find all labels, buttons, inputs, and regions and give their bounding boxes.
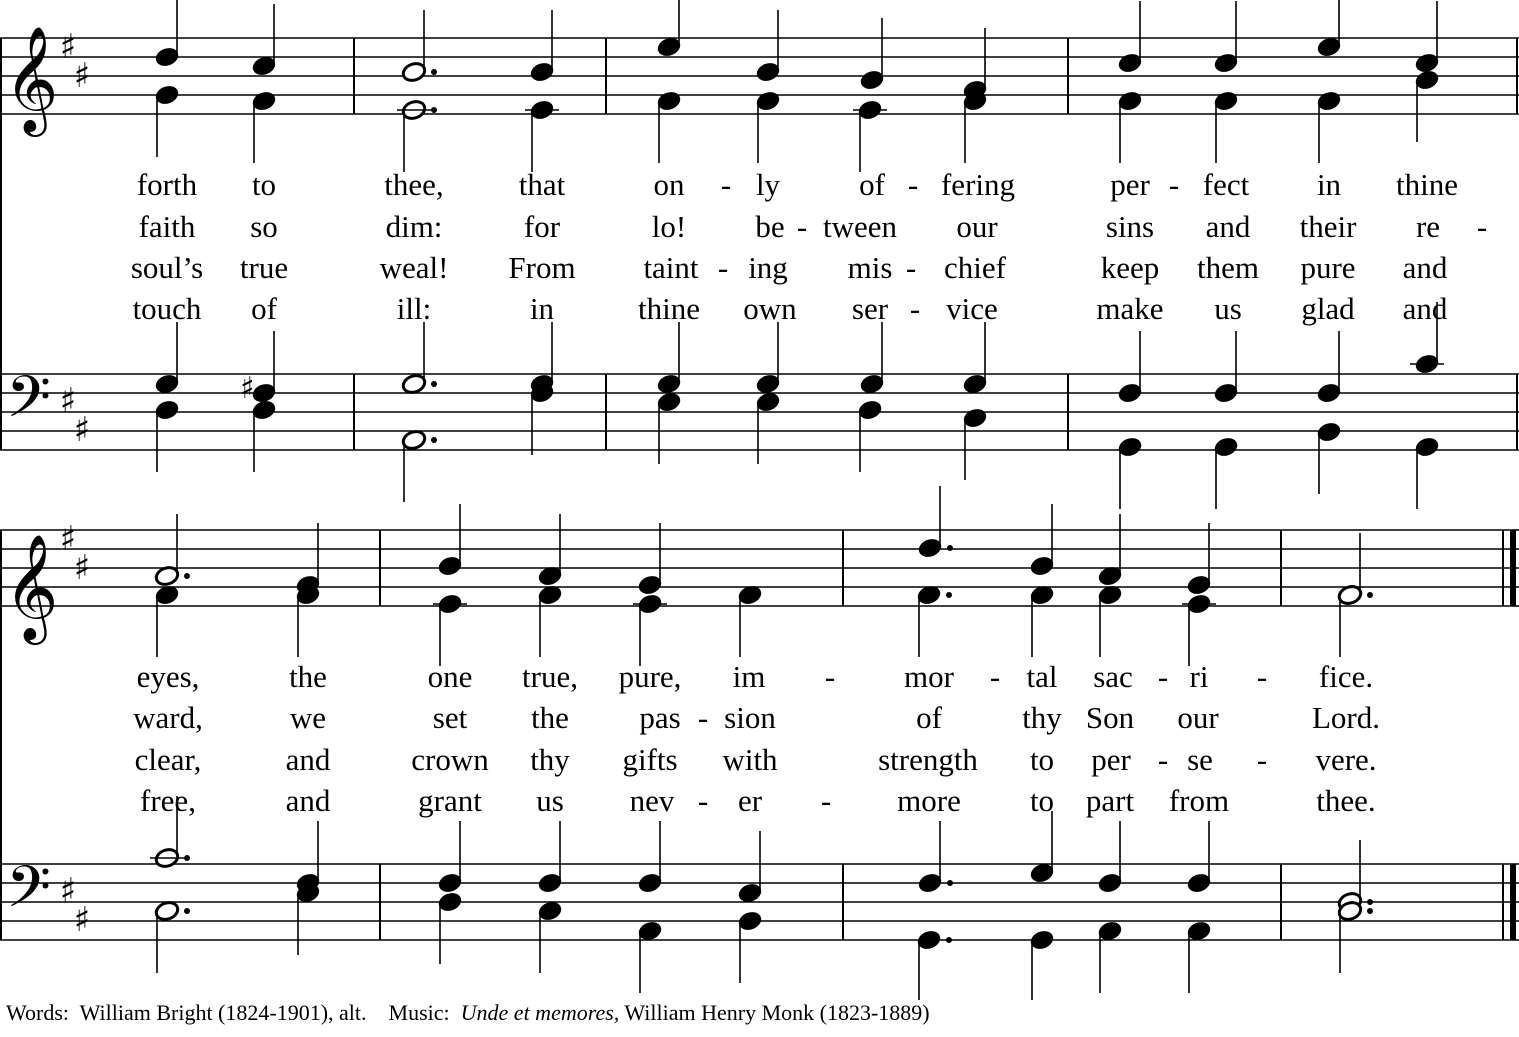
lyric-syllable: and <box>1402 291 1448 326</box>
note <box>633 593 667 666</box>
note <box>755 391 781 464</box>
note <box>962 28 988 101</box>
lyric-syllable: pas <box>639 700 681 735</box>
notehead <box>251 399 277 422</box>
lyric-syllable: in <box>529 291 555 326</box>
lyric-syllable: from <box>1168 783 1230 818</box>
note <box>397 99 437 172</box>
lyric-syllable: grant <box>418 783 482 818</box>
note <box>1097 920 1123 993</box>
notehead <box>637 920 663 943</box>
lyric-syllable: of <box>859 167 885 202</box>
note <box>857 399 883 472</box>
sharp-icon: ♯ <box>59 381 77 421</box>
dot <box>184 855 190 861</box>
notehead <box>1186 920 1212 943</box>
note <box>525 99 559 172</box>
note <box>401 10 437 83</box>
note <box>1182 593 1216 666</box>
lyric-syllable: own <box>743 291 797 326</box>
lyric-syllable: chief <box>944 250 1006 285</box>
notehead <box>1097 920 1123 943</box>
notehead <box>917 537 943 560</box>
treble-clef-icon: 𝄞 <box>4 533 59 640</box>
lyric-syllable: thee. <box>1316 783 1376 818</box>
bass-clef-icon: 𝄢 <box>6 363 52 445</box>
notehead <box>1213 52 1239 75</box>
notehead <box>859 373 885 396</box>
notehead <box>656 373 682 396</box>
lyric-syllable: ing <box>748 250 788 285</box>
notehead <box>1029 929 1055 952</box>
lyric-syllable: fect <box>1202 167 1250 202</box>
lyric-syllable: that <box>518 167 566 202</box>
notehead <box>1316 90 1342 113</box>
sharp-icon: ♯ <box>240 371 255 406</box>
lyric-syllable: sion <box>724 700 776 735</box>
notehead <box>401 429 427 452</box>
sharp-icon: ♯ <box>73 900 91 940</box>
note <box>1213 331 1239 404</box>
notehead <box>656 391 682 414</box>
lyric-hyphen: - <box>796 209 808 244</box>
lyric-syllable: thy <box>530 742 570 777</box>
lyric-syllable: one <box>427 659 473 694</box>
lyric-syllable: the <box>531 700 569 735</box>
dot <box>947 880 953 886</box>
note <box>962 90 988 163</box>
notehead <box>1213 382 1239 405</box>
lyric-syllable: to <box>1029 742 1055 777</box>
notehead <box>437 555 463 578</box>
lyric-syllable: per <box>1110 167 1150 202</box>
note <box>1316 0 1342 58</box>
lyric-syllable: the <box>289 659 327 694</box>
note <box>859 322 885 395</box>
notehead <box>737 882 763 905</box>
note <box>1029 811 1055 884</box>
lyric-syllable: and <box>285 742 331 777</box>
lyric-syllable: keep <box>1100 250 1160 285</box>
lyric-syllable: sins <box>1105 209 1155 244</box>
music-label: Music: <box>388 1000 450 1025</box>
lyric-hyphen: - <box>1157 742 1169 777</box>
note <box>529 10 555 83</box>
dot <box>431 107 437 113</box>
note <box>1186 821 1212 894</box>
lyric-syllable: fering <box>940 167 1016 202</box>
lyric-syllable: us <box>1214 291 1242 326</box>
dot <box>946 592 952 598</box>
notehead <box>637 574 663 597</box>
lyric-hyphen: - <box>1256 742 1268 777</box>
lyric-syllable: Son <box>1085 700 1135 735</box>
lyric-syllable: pure <box>1300 250 1356 285</box>
lyric-syllable: vice <box>946 291 998 326</box>
note <box>1213 436 1239 509</box>
lyric-syllable: nev <box>629 783 675 818</box>
note <box>637 920 663 993</box>
note <box>1029 504 1055 577</box>
lyric-syllable: Lord. <box>1311 700 1381 735</box>
notehead <box>537 872 563 895</box>
lyric-line-4 <box>133 291 1448 326</box>
note <box>437 504 463 577</box>
lyric-syllable: touch <box>132 291 202 326</box>
notehead <box>737 910 763 933</box>
note <box>853 99 887 172</box>
lyric-syllable: From <box>508 250 576 285</box>
note <box>1029 584 1055 657</box>
lyric-syllable: thee, <box>384 167 444 202</box>
note <box>251 331 277 404</box>
note <box>656 90 682 163</box>
dot <box>1367 592 1373 598</box>
lyric-syllable: more <box>897 783 961 818</box>
note <box>962 407 988 480</box>
note <box>1414 69 1440 142</box>
sharp-icon: ♯ <box>59 871 77 911</box>
lyric-syllable: and <box>1402 250 1448 285</box>
note <box>251 4 277 77</box>
lyric-syllable: we <box>289 700 327 735</box>
lyric-syllable: ly <box>755 167 781 202</box>
lyric-line-1 <box>137 167 1458 202</box>
notehead <box>1097 872 1123 895</box>
lyric-line-1 <box>137 659 1374 694</box>
lyric-syllable: er <box>737 783 763 818</box>
notehead <box>401 61 427 84</box>
notehead <box>755 61 781 84</box>
lyric-syllable: re <box>1415 209 1441 244</box>
note <box>1029 929 1055 1000</box>
note <box>1337 900 1373 973</box>
lyric-syllable: so <box>250 209 278 244</box>
note <box>1117 90 1143 163</box>
notehead <box>154 900 180 923</box>
note <box>917 821 953 894</box>
notehead <box>755 391 781 414</box>
note <box>1213 90 1239 163</box>
lyric-syllable: make <box>1096 291 1164 326</box>
lyric-syllable: thine <box>1396 167 1458 202</box>
lyric-hyphen: - <box>905 250 917 285</box>
lyric-line-3 <box>131 250 1448 285</box>
lyric-syllable: for <box>523 209 561 244</box>
lyric-syllable: and <box>285 783 331 818</box>
note <box>1186 523 1212 596</box>
notehead <box>1029 862 1055 885</box>
lyric-line-3 <box>135 742 1377 777</box>
note <box>1117 436 1143 509</box>
dot <box>431 381 437 387</box>
lyric-syllable: fice. <box>1318 659 1374 694</box>
lyric-hyphen: - <box>824 659 836 694</box>
notehead <box>755 373 781 396</box>
dot <box>431 437 437 443</box>
lyric-syllable: ser <box>851 291 889 326</box>
lyric-syllable: ward, <box>133 700 203 735</box>
note <box>537 900 563 973</box>
note <box>433 593 467 666</box>
lyrics-system-2 <box>133 659 1380 818</box>
notehead <box>154 373 180 396</box>
lyric-syllable: to <box>1029 783 1055 818</box>
lyric-hyphen: - <box>1256 659 1268 694</box>
lyric-syllable: tween <box>822 209 898 244</box>
notehead <box>251 55 277 78</box>
sharp-icon: ♯ <box>59 519 77 559</box>
lyric-hyphen: - <box>697 700 709 735</box>
lyrics-system-1 <box>131 167 1487 326</box>
lyric-syllable: dim: <box>385 209 443 244</box>
lyric-syllable: clear, <box>134 742 202 777</box>
notehead <box>537 900 563 923</box>
lyric-syllable: our <box>956 209 998 244</box>
lyric-syllable: true, <box>522 659 578 694</box>
note <box>154 399 180 472</box>
note <box>737 910 763 983</box>
lyric-syllable: thine <box>638 291 700 326</box>
notehead <box>1029 555 1055 578</box>
note <box>755 90 781 163</box>
note <box>154 0 180 68</box>
lyric-syllable: eyes, <box>136 659 200 694</box>
lyric-hyphen: - <box>1476 209 1488 244</box>
note <box>916 929 952 1000</box>
note <box>1117 331 1143 404</box>
words-author: William Bright (1824-1901), alt. <box>79 1000 367 1025</box>
sharp-icon: ♯ <box>73 410 91 450</box>
lyric-hyphen: - <box>720 167 732 202</box>
lyric-syllable: free, <box>140 783 196 818</box>
lyric-syllable: ri <box>1189 659 1209 694</box>
note <box>529 382 555 455</box>
note <box>154 322 180 395</box>
lyric-hyphen: - <box>1168 167 1180 202</box>
note <box>1316 331 1342 404</box>
note <box>917 486 953 559</box>
notehead <box>1316 36 1342 59</box>
note <box>859 18 885 91</box>
notehead <box>656 90 682 113</box>
note <box>1097 584 1123 657</box>
lyric-syllable: their <box>1299 209 1357 244</box>
lyric-syllable: and <box>1205 209 1251 244</box>
notehead <box>1117 52 1143 75</box>
notehead <box>251 90 277 113</box>
sharp-icon: ♯ <box>59 27 77 67</box>
note <box>295 523 321 596</box>
note <box>295 584 321 657</box>
treble-clef-icon: 𝄞 <box>4 25 59 132</box>
note <box>1316 421 1342 494</box>
notehead <box>1117 436 1143 459</box>
note <box>295 821 321 894</box>
lyric-line-4 <box>140 783 1376 818</box>
dot <box>946 937 952 943</box>
note <box>755 322 781 395</box>
lyric-syllable: of <box>251 291 277 326</box>
lyric-syllable: be <box>755 209 785 244</box>
dot <box>1367 899 1373 905</box>
note <box>154 584 180 657</box>
lyric-hyphen: - <box>907 167 919 202</box>
note <box>154 900 190 973</box>
note <box>295 882 321 955</box>
note <box>1186 920 1212 993</box>
notehead <box>437 891 463 914</box>
lyric-syllable: soul’s <box>130 250 204 285</box>
dot <box>1367 908 1373 914</box>
dot <box>947 545 953 551</box>
lyric-syllable: lo! <box>651 209 687 244</box>
lyric-syllable: set <box>432 700 468 735</box>
lyric-syllable: in <box>1316 167 1342 202</box>
dot <box>184 908 190 914</box>
notehead <box>755 90 781 113</box>
lyric-syllable: per <box>1091 742 1131 777</box>
lyric-syllable: se <box>1187 742 1213 777</box>
lyric-syllable: faith <box>138 209 196 244</box>
lyric-syllable: weal! <box>379 250 449 285</box>
lyric-syllable: mor <box>904 659 954 694</box>
note <box>1316 90 1342 163</box>
lyric-syllable: taint <box>643 250 699 285</box>
lyric-hyphen: - <box>717 250 729 285</box>
lyric-syllable: mis <box>847 250 893 285</box>
lyric-syllable: gifts <box>622 742 678 777</box>
notes <box>150 0 1444 1000</box>
lyric-hyphen: - <box>697 783 709 818</box>
lyric-syllable: part <box>1085 783 1135 818</box>
note <box>401 429 437 502</box>
note <box>1414 436 1440 509</box>
lyric-syllable: vere. <box>1315 742 1377 777</box>
notehead <box>251 382 277 405</box>
dot <box>184 573 190 579</box>
notehead <box>962 407 988 430</box>
lyric-syllable: our <box>1177 700 1219 735</box>
note <box>737 831 763 904</box>
lyric-syllable: crown <box>411 742 489 777</box>
lyric-syllable: true <box>239 250 289 285</box>
note <box>537 821 563 894</box>
note <box>656 0 682 58</box>
notehead <box>1186 872 1212 895</box>
lyric-hyphen: - <box>909 291 921 326</box>
notehead <box>437 872 463 895</box>
sharp-icon: ♯ <box>73 548 91 588</box>
lyric-syllable: with <box>722 742 778 777</box>
dot <box>431 69 437 75</box>
note <box>656 391 682 464</box>
notehead <box>1316 421 1342 444</box>
note <box>437 821 463 894</box>
note <box>916 584 952 657</box>
note <box>154 84 180 157</box>
notehead <box>1213 90 1239 113</box>
notehead <box>1414 436 1440 459</box>
note <box>154 514 190 587</box>
lyric-hyphen: - <box>989 659 1001 694</box>
lyric-syllable: pure, <box>618 659 682 694</box>
lyric-syllable: thy <box>1022 700 1062 735</box>
notehead <box>1414 69 1440 92</box>
notehead <box>1186 574 1212 597</box>
note <box>401 322 437 395</box>
notehead <box>401 373 427 396</box>
note <box>1097 821 1123 894</box>
notehead <box>1117 90 1143 113</box>
lyric-hyphen: - <box>820 783 832 818</box>
lyric-hyphen: - <box>1157 659 1169 694</box>
notehead <box>917 872 943 895</box>
bass-clef-icon: 𝄢 <box>6 853 52 935</box>
lyric-syllable: glad <box>1301 291 1355 326</box>
notehead <box>1414 52 1440 75</box>
note <box>637 821 663 894</box>
note <box>537 584 563 657</box>
tune-name: Unde et memores, <box>460 1000 620 1025</box>
notehead <box>529 61 555 84</box>
lyric-syllable: on <box>653 167 685 202</box>
words-label: Words: <box>6 1000 70 1025</box>
lyric-syllable: forth <box>136 167 198 202</box>
notehead <box>1213 436 1239 459</box>
note <box>755 10 781 83</box>
lyric-line-2 <box>133 700 1380 735</box>
sharp-icon: ♯ <box>73 56 91 96</box>
lyric-syllable: im <box>732 659 766 694</box>
lyric-syllable: ill: <box>396 291 432 326</box>
lyric-line-2 <box>139 209 1488 244</box>
notehead <box>154 46 180 69</box>
note <box>962 322 988 395</box>
notehead <box>962 373 988 396</box>
note <box>637 523 663 596</box>
note <box>1097 514 1123 587</box>
notehead <box>1316 382 1342 405</box>
notehead <box>859 69 885 92</box>
lyric-syllable: to <box>251 167 277 202</box>
note <box>1337 584 1373 657</box>
note <box>656 322 682 395</box>
note <box>737 584 763 657</box>
notehead <box>154 399 180 422</box>
lyric-syllable: them <box>1197 250 1259 285</box>
hymn-credits <box>6 1000 930 1026</box>
lyric-syllable: of <box>916 700 942 735</box>
lyric-syllable: us <box>536 783 564 818</box>
lyric-syllable: sac <box>1093 659 1133 694</box>
notehead <box>656 36 682 59</box>
notehead <box>1117 382 1143 405</box>
lyric-syllable: tal <box>1026 659 1058 694</box>
notehead <box>154 84 180 107</box>
note <box>251 90 277 163</box>
note <box>437 891 463 964</box>
notehead <box>916 929 942 952</box>
music-composer: William Henry Monk (1823-1889) <box>624 1000 930 1025</box>
note <box>251 399 277 472</box>
lyric-syllable: strength <box>878 742 978 777</box>
clefs <box>4 25 90 940</box>
notehead <box>637 872 663 895</box>
notehead <box>857 399 883 422</box>
note <box>537 514 563 587</box>
